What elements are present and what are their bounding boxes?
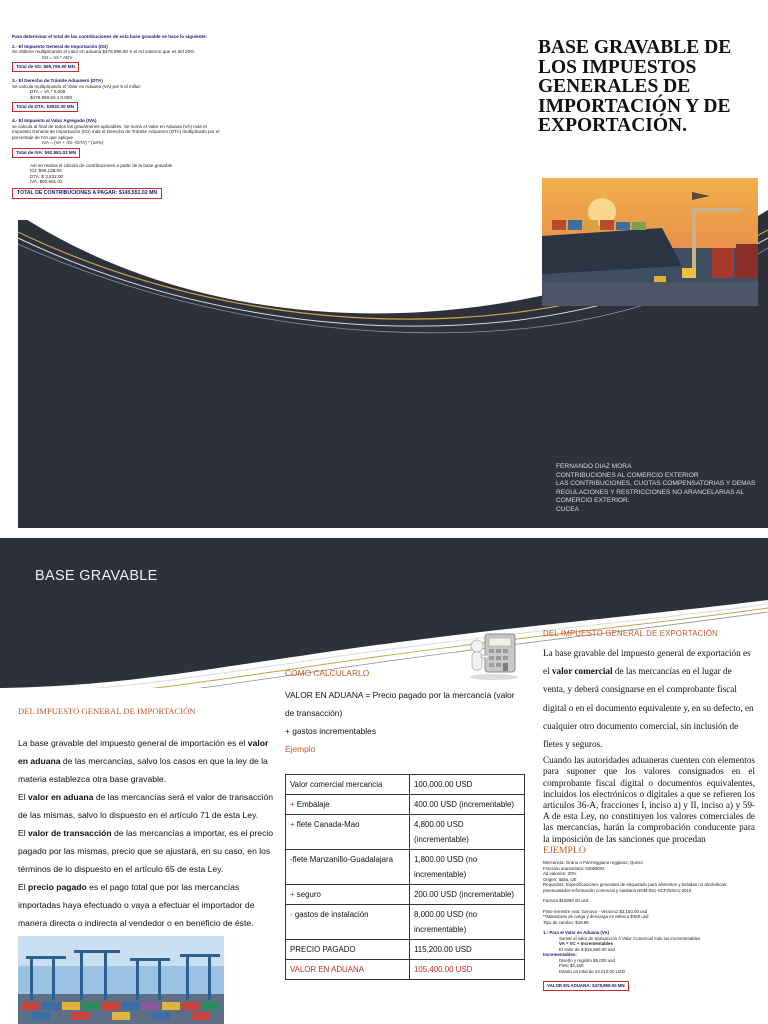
credits-block — [556, 463, 756, 515]
table-row — [286, 905, 525, 940]
export-example-label: EJEMPLO — [543, 844, 587, 856]
cargo-ship-photo — [542, 178, 758, 306]
dta-desc: Se calcula multiplicando el Valor en Aduana (VA) por 8 al millar: — [12, 83, 142, 89]
iva-desc: se calcula al final de todos los gravámenes aplicables. Se suma el Valor en Aduana (VA) más el Impuesto General de Importación (IGI) más el Derecho de Trámite Aduanero (DTA) multiplicado por el porcentaje de IVA que aplique. — [12, 123, 220, 140]
concept-cell: Valor comercial mercancia — [286, 775, 410, 795]
dta-title: 3.- El Derecho de Trámite Aduanero (DTA) — [12, 77, 103, 83]
export-tax-column — [543, 629, 755, 856]
amount-cell: 115,200.00 USD — [410, 940, 525, 960]
table-row — [286, 940, 525, 960]
import-tax-column — [18, 706, 280, 932]
summary-dta: DTA: $ 3,832.00 — [30, 173, 64, 179]
concept-cell: -flete Manzanillo-Guadalajara — [286, 850, 410, 885]
table-row — [286, 815, 525, 850]
calculation-column — [285, 668, 525, 754]
example-origin: Origen: Italia, UE — [543, 876, 577, 882]
table-row — [286, 775, 525, 795]
example-merchandise: Mercancía: Grano o Parmeggiano reggiano; Queso — [543, 860, 643, 865]
calculation-subtitle: COMO CALCULARLO — [285, 668, 370, 678]
iva-title: 4.- El Impuesto al Valor Agregado (IVA) — [12, 117, 97, 123]
contributions-calculation-excerpt — [12, 34, 226, 220]
example-va-line-3: El valor de $ $15,860.00 usd — [559, 946, 615, 952]
amount-cell: 1,800.00 USD (no incrementable) — [410, 850, 525, 885]
example-incr-title: Incrementables: — [543, 952, 577, 957]
author-name: FERNANDO DIAZ MORA — [556, 463, 632, 470]
export-example-excerpt — [543, 860, 755, 1024]
section-heading: BASE GRAVABLE — [35, 568, 158, 584]
example-va-line-2: VA = VC + Incrementables — [559, 941, 613, 946]
topic-name: LAS CONTRIBUCIONES, CUOTAS COMPENSATORIAS Y DEMAS REGULACIONES Y RESTRICCIONES NO ARANCELARIAS AL COMERCIO EXTERIOR. — [556, 480, 756, 505]
import-paragraph-3: El valor de transacción de las mercancías a importar, es el precio pagado por las mismas, precio que se ajustará, en su caso, en los términos de lo dispuesto en el artículo 65 de esta Ley. — [18, 828, 274, 874]
igi-desc: Se obtiene multiplicando el valor en aduana $478,999.50 X el Ad valorem que es del 20% — [12, 49, 195, 55]
example-incr-line-2: Flete $3,150 — [559, 963, 584, 968]
example-label: Ejemplo — [285, 744, 316, 754]
dta-total: Total de DTA: $3832.00 MN — [12, 102, 78, 112]
import-paragraph-1: La base gravable del impuesto general de importación es el valor en aduana de las mercancías, salvo los casos en que la ley de la materia establezca otra base gravable. — [18, 738, 269, 784]
course-name: CONTRIBUCIONES AL COMERCIO EXTERIOR — [556, 471, 699, 479]
example-handling: **Maniobras de carga y descarga en México $350 usd — [543, 914, 649, 919]
amount-cell: 105,400.00 USD — [410, 960, 525, 980]
concept-cell: VALOR EN ADUANA — [286, 960, 410, 980]
igi-total: Total de IGI: $95,799.90 MN — [12, 62, 79, 72]
brochure-page-inside — [0, 538, 768, 1024]
example-freight: Flete terrestre ruta: Genova - Veracruz $3,150.00 usd — [543, 908, 648, 914]
example-incr-line-1: Diseño y registro $5,000 usd — [559, 957, 615, 963]
concept-cell: PRECIO PAGADO — [286, 940, 410, 960]
concept-cell: - gastos de instalación — [286, 905, 410, 940]
table-row — [286, 885, 525, 905]
example-advalorem: Ad valorem: 20% — [543, 871, 577, 876]
iva-formula: IVA = (VA + IGI +DTA) * (16%) — [42, 140, 104, 146]
amount-cell: 4,800.00 USD (incrementable) — [410, 815, 525, 850]
export-subtitle: DEL IMPUESTO GENERAL DE EXPORTACIÓN — [543, 629, 718, 638]
table-row — [286, 795, 525, 815]
example-requirements: Requisitos: Especificaciones generales de etiquetado para alimentos y bebidas no alcohólicas preenvasados-información comercial y sanitaria NOM-051-SCFI/SSA1-2010 — [543, 882, 727, 893]
amount-cell: 100,000.00 USD — [410, 775, 525, 795]
import-paragraph-2: El valor en aduana de las mercancías será el valor de transacción de las mismas, salvo lo dispuesto en el artículo 71 de esta Ley. — [18, 792, 274, 820]
table-row — [286, 850, 525, 885]
summary-igi: IGI: $95,138.00 — [30, 168, 62, 174]
example-va-title: 1.- Para el Valor en Aduana (VA) — [543, 930, 610, 935]
concept-cell: + seguro — [286, 885, 410, 905]
brochure-title: BASE GRAVABLE DE LOS IMPUESTOS GENERALES DE IMPORTACIÓN Y DE EXPORTACIÓN. — [538, 37, 732, 136]
concept-cell: + flete Canada-Mao — [286, 815, 410, 850]
port-cranes-photo — [18, 936, 224, 1024]
summary-iva: IVA: $92,581.02 — [30, 179, 63, 185]
example-va-line-1: Sumar el valor de transacción ó Valor Comercial más los incrementables — [559, 935, 701, 941]
igi-formula: IGI = VA * ADV — [42, 54, 73, 60]
dta-formula-1: DTA = VA * 0.008 — [30, 89, 66, 95]
table-row-total — [286, 960, 525, 980]
export-paragraph-2: Cuando las autoridades aduaneras cuenten con elementos para suponer que los valores consignados en el comprobante fiscal digital o documentos equivalentes, incluidos los electrónicos o digitales a que se refieren los artículos 36-A, fracciones I, inciso a) y II, inciso a) y 59-A de esta Ley, no constituyen los valores comerciales de las mercancías, harán la comprobación conducente para la imposición de las sanciones que procedan — [543, 755, 755, 844]
summary-intro: Así se realiza el cálculo de contribuciones a partir de la base gravable — [30, 162, 173, 168]
customs-value-table — [285, 774, 525, 980]
incremental-costs-line: + gastos incrementables — [285, 726, 377, 736]
institution-name: CUCEA — [556, 505, 580, 513]
grand-total: TOTAL DE CONTRIBUCIONES A PAGAR: $145,551.02 MN — [12, 188, 162, 200]
amount-cell: 8,000.00 USD (no incrementable) — [410, 905, 525, 940]
calc-header: Para determinar el total de las contribuciones de esta base gravable se hace lo siguiente: — [12, 34, 208, 39]
example-va-total: VALOR EN ADUANA: $478,999.50 MN — [543, 981, 629, 991]
example-tariff: Fracción arancelaria: 04069004 — [543, 865, 605, 871]
iva-total: Total de IVA: $92,581.02 MN — [12, 148, 80, 158]
example-invoice: Factura $15860.00 usd — [543, 898, 589, 903]
amount-cell: 400.00 USD (incrementable) — [410, 795, 525, 815]
customs-value-formula: VALOR EN ADUANA = Precio pagado por la mercancía (valor de transacción) — [285, 690, 515, 718]
igi-title: 2.- El Impuesto General de Importación (IGI) — [12, 43, 108, 49]
example-exchange-rate: Tipo de cambio: $19.95 — [543, 919, 589, 925]
example-incr-line-3: Dando un total de 24,010.00 USD — [559, 968, 625, 974]
import-subtitle: DEL IMPUESTO GENERAL DE IMPORTACIÓN — [18, 706, 196, 716]
import-paragraph-4: El precio pagado es el pago total que por las mercancías importadas haya efectuado o vaya a efectuar el importador de manera directa o indirecta al vendedor o en beneficio de éste. — [18, 882, 255, 928]
amount-cell: 200.00 USD (incrementable) — [410, 885, 525, 905]
concept-cell: + Embalaje — [286, 795, 410, 815]
dta-formula-2: $478,999.50 x 0.008 — [30, 94, 72, 100]
export-paragraph-1: La base gravable del impuesto general de exportación es el valor comercial de las mercancías en el lugar de venta, y deberá consignarse en el comprobante fiscal digital o en el documento equivalente y, en su defecto, en cualquier otro documento comercial, sin inclusión de fletes y seguros. — [543, 648, 754, 750]
